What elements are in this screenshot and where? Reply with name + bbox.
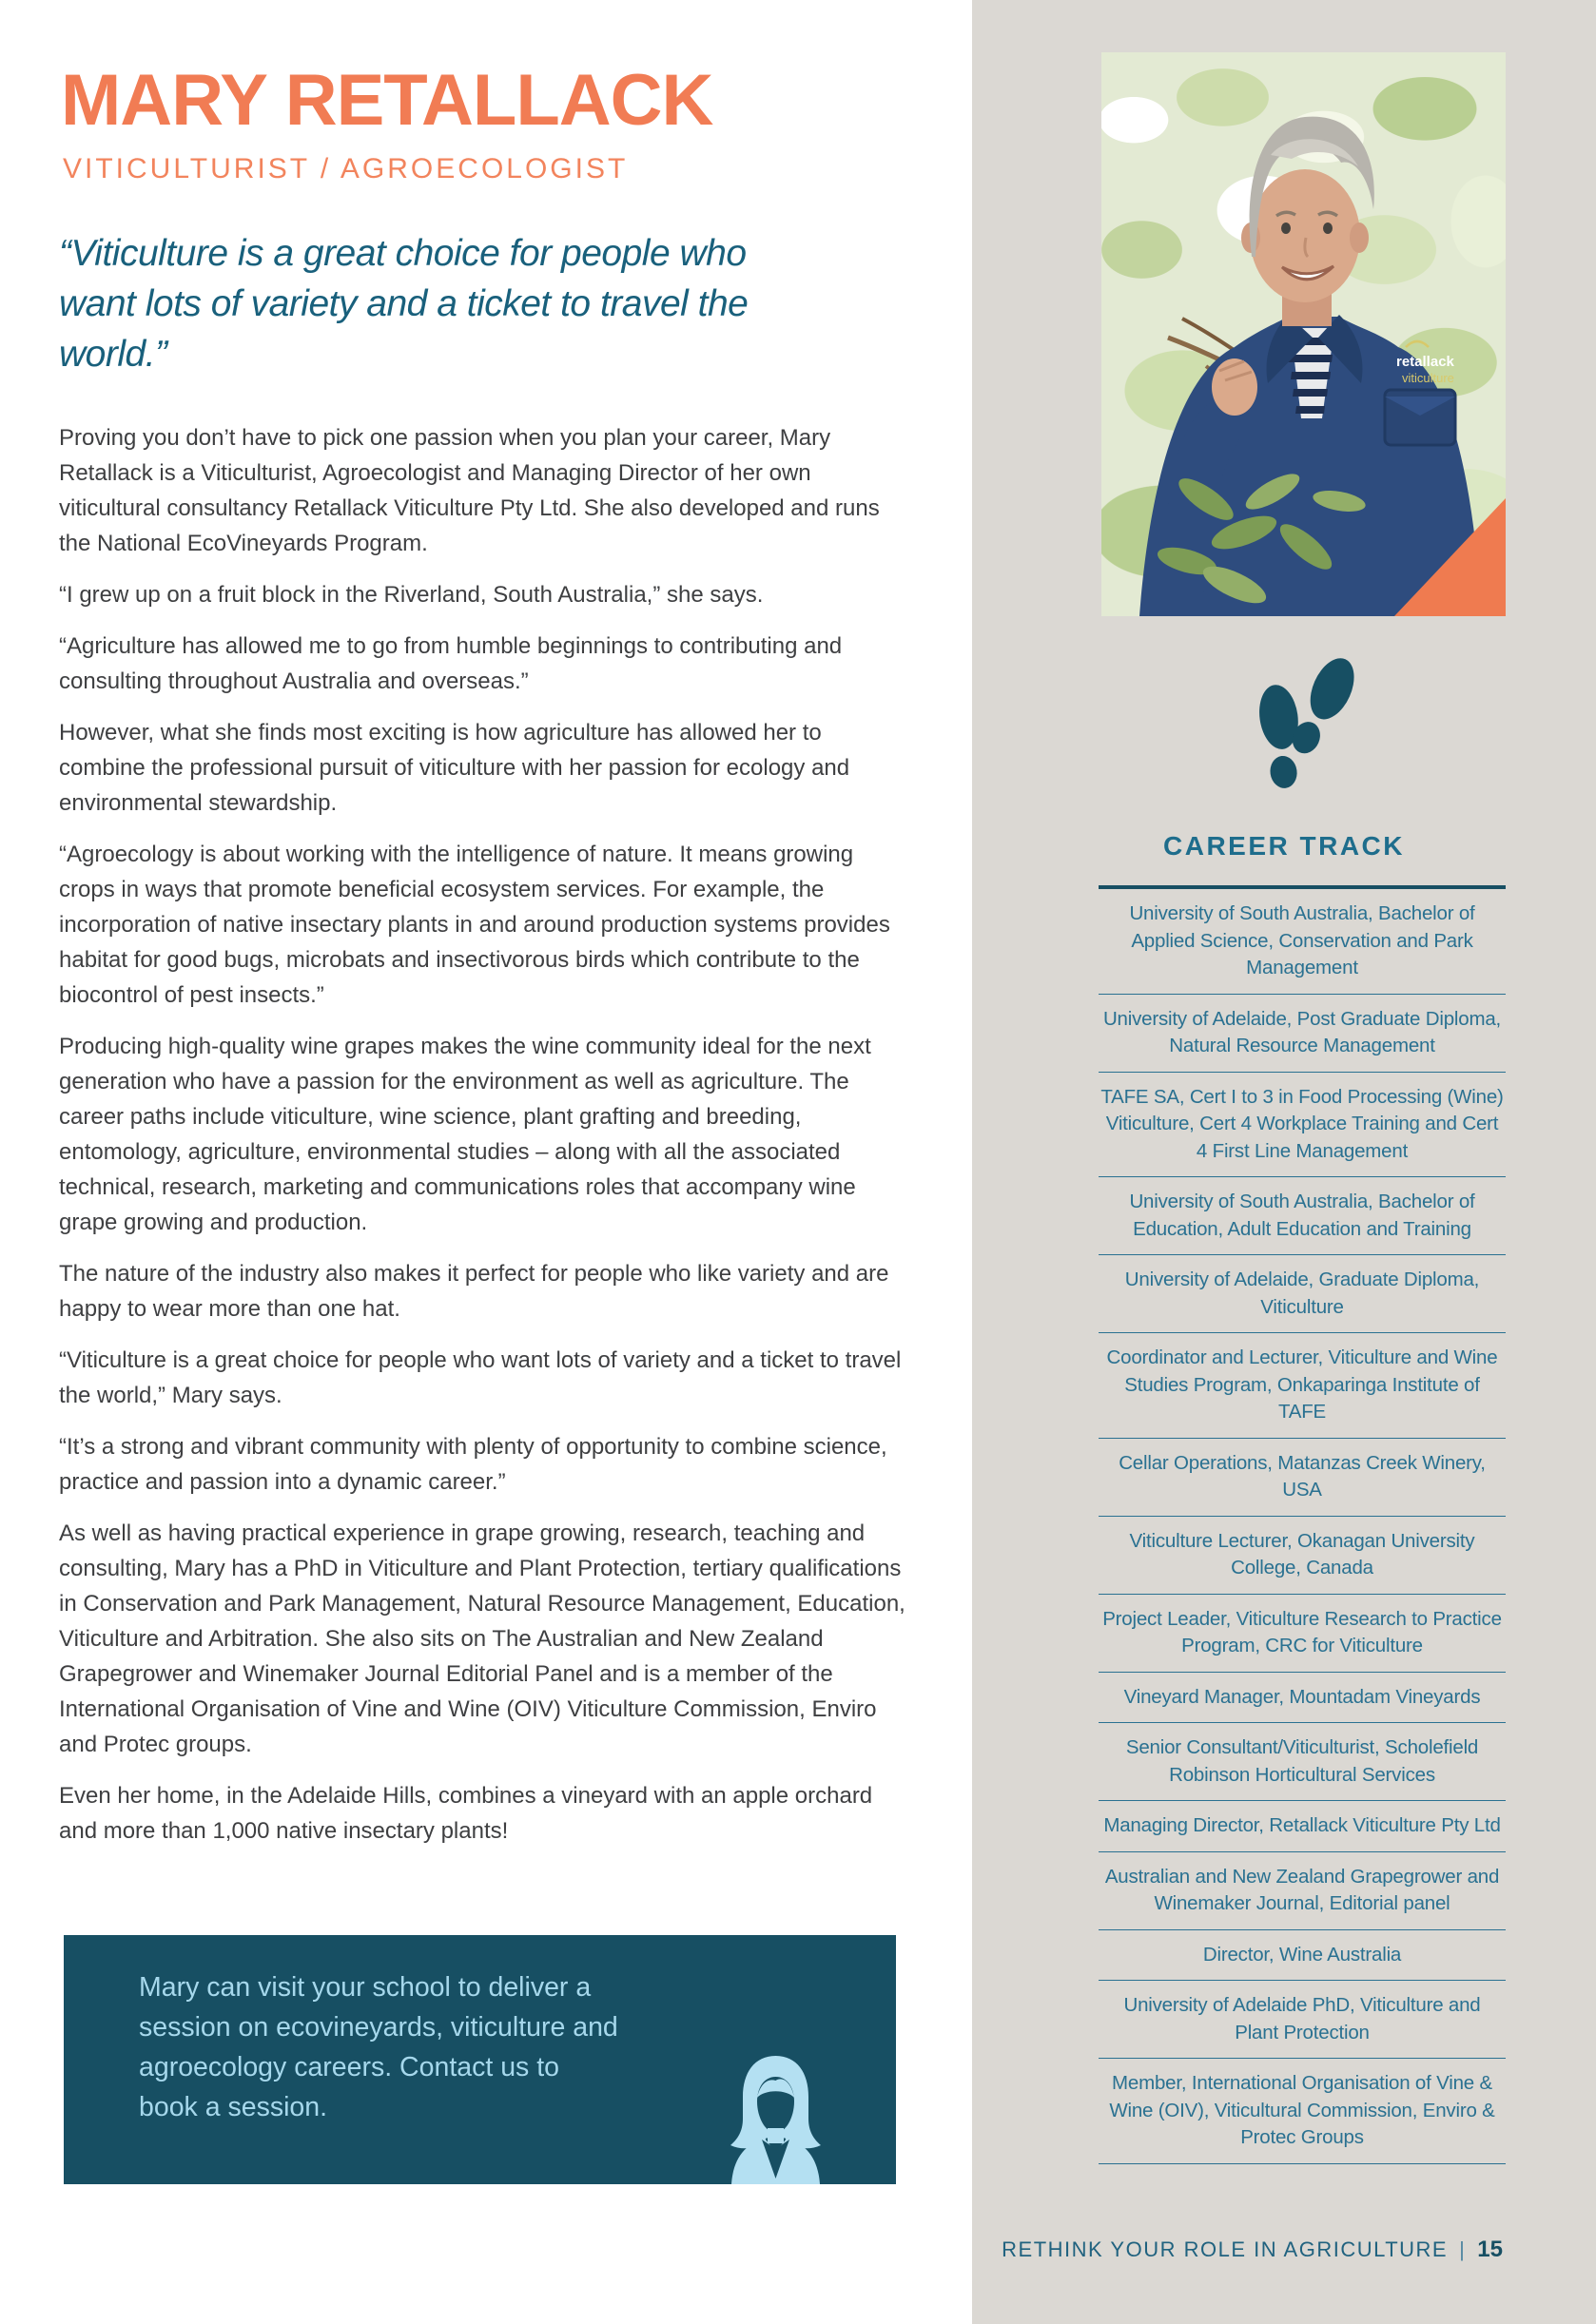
career-track-item: TAFE SA, Cert I to 3 in Food Processing (Wine) Viticulture, Cert 4 Workplace Training and Cert 4 First Line Management [1099, 1073, 1506, 1178]
page-subtitle: VITICULTURIST / AGROECOLOGIST [63, 153, 629, 184]
career-track-item: Member, International Organisation of Vine & Wine (OIV), Viticultural Commission, Enviro & Protec Groups [1099, 2059, 1506, 2164]
article-body [59, 420, 912, 1865]
callout-text [139, 1967, 691, 2127]
article-paragraph: “Agriculture has allowed me to go from humble beginnings to contributing and consulting throughout Australia and overseas.” [59, 633, 843, 694]
person-icon [720, 2044, 831, 2184]
career-track-item: Project Leader, Viticulture Research to Practice Program, CRC for Viticulture [1099, 1595, 1506, 1673]
career-track-item: University of South Australia, Bachelor of Education, Adult Education and Training [1099, 1177, 1506, 1255]
career-track-item: Vineyard Manager, Mountadam Vineyards [1099, 1673, 1506, 1724]
shirt-logo-line1: retallack [1396, 354, 1454, 370]
career-track-item: University of Adelaide, Graduate Diploma, Viticulture [1099, 1255, 1506, 1333]
callout-box [64, 1935, 896, 2184]
page-number: 15 [1477, 2237, 1503, 2262]
article-paragraph: Even her home, in the Adelaide Hills, combines a vineyard with an apple orchard and more than 1,000 native insectary plants! [59, 1783, 873, 1844]
career-track-heading: CAREER TRACK [1163, 831, 1405, 861]
sidebar-column [972, 0, 1596, 2324]
article-paragraph: As well as having practical experience in grape growing, research, teaching and consulting, Mary has a PhD in Viticulture and Plant Protection, tertiary qualifications in Conservation and Park Management, Natural Resource Management, Education, Viticulture and Arbitration. She also sits on The Australian and New Zealand Grapegrower and Winemaker Journal Editorial Panel and is a member of the International Organisation of Vine and Wine (OIV) Viticulture Commission, Enviro and Protec groups. [59, 1520, 905, 1757]
article-paragraph: “Viticulture is a great choice for people who want lots of variety and a ticket to travel the world,” Mary says. [59, 1347, 902, 1408]
footprints-icon [1251, 654, 1358, 794]
callout-line: Mary can visit your school to deliver a [139, 1972, 592, 2003]
footer-text: RETHINK YOUR ROLE IN AGRICULTURE [1002, 2237, 1449, 2261]
career-track-item: Coordinator and Lecturer, Viticulture and Wine Studies Program, Onkaparinga Institute of TAFE [1099, 1333, 1506, 1439]
article-paragraph: “It’s a strong and vibrant community with plenty of opportunity to combine science, practice and passion into a dynamic career.” [59, 1434, 887, 1495]
article-paragraph: “Agroecology is about working with the intelligence of nature. It means growing crops in ways that promote beneficial ecosystem services. For example, the incorporation of native insectary plants in and around production systems provides habitat for good bugs, microbats and insectivorous birds which contribute to the biocontrol of pest insects.” [59, 842, 890, 1008]
career-track-item: Cellar Operations, Matanzas Creek Winery, USA [1099, 1439, 1506, 1517]
callout-line: book a session. [139, 2092, 328, 2122]
article-paragraph: However, what she finds most exciting is how agriculture has allowed her to combine the professional pursuit of viticulture with her passion for ecology and environmental stewardship. [59, 720, 850, 816]
career-track-list [1099, 885, 1506, 2164]
callout-line: session on ecovineyards, viticulture and [139, 2012, 618, 2043]
article-paragraph: “I grew up on a fruit block in the Riverland, South Australia,” she says. [59, 582, 764, 608]
career-track-item: Australian and New Zealand Grapegrower and Winemaker Journal, Editorial panel [1099, 1852, 1506, 1930]
article-paragraph: The nature of the industry also makes it perfect for people who like variety and are happy to wear more than one hat. [59, 1261, 889, 1322]
pull-quote: “Viticulture is a great choice for people who want lots of variety and a ticket to travel the world.” [59, 233, 749, 375]
career-track-item: Managing Director, Retallack Viticulture Pty Ltd [1099, 1801, 1506, 1852]
career-track-item: Viticulture Lecturer, Okanagan University College, Canada [1099, 1517, 1506, 1595]
profile-photo-illustration [1101, 52, 1506, 616]
career-track-item: University of Adelaide, Post Graduate Diploma, Natural Resource Management [1099, 995, 1506, 1073]
career-track-item: Director, Wine Australia [1099, 1930, 1506, 1982]
page-footer [1002, 2237, 1503, 2263]
page-title: MARY RETALLACK [61, 60, 713, 141]
article-paragraph: Producing high-quality wine grapes makes the wine community ideal for the next generation who have a passion for the environment as well as agriculture. The career paths include viticulture, wine science, plant grafting and breeding, entomology, agriculture, environmental studies – along with all the associated technical, research, marketing and communications roles that accompany wine grape growing and production. [59, 1034, 871, 1235]
career-track-item: Senior Consultant/Viticulturist, Scholefield Robinson Horticultural Services [1099, 1723, 1506, 1801]
shirt-logo-line2: viticulture [1402, 371, 1454, 385]
callout-line: agroecology careers. Contact us to [139, 2052, 559, 2082]
career-track-item: University of South Australia, Bachelor of Applied Science, Conservation and Park Management [1099, 889, 1506, 995]
article-paragraph: Proving you don’t have to pick one passion when you plan your career, Mary Retallack is a Viticulturist, Agroecologist and Managing Director of her own viticultural consultancy Retallack Viticulture Pty Ltd. She also developed and runs the National EcoVineyards Program. [59, 425, 880, 556]
footer-separator: | [1459, 2237, 1467, 2261]
career-track-item: University of Adelaide PhD, Viticulture and Plant Protection [1099, 1981, 1506, 2059]
profile-photo [1101, 52, 1506, 616]
